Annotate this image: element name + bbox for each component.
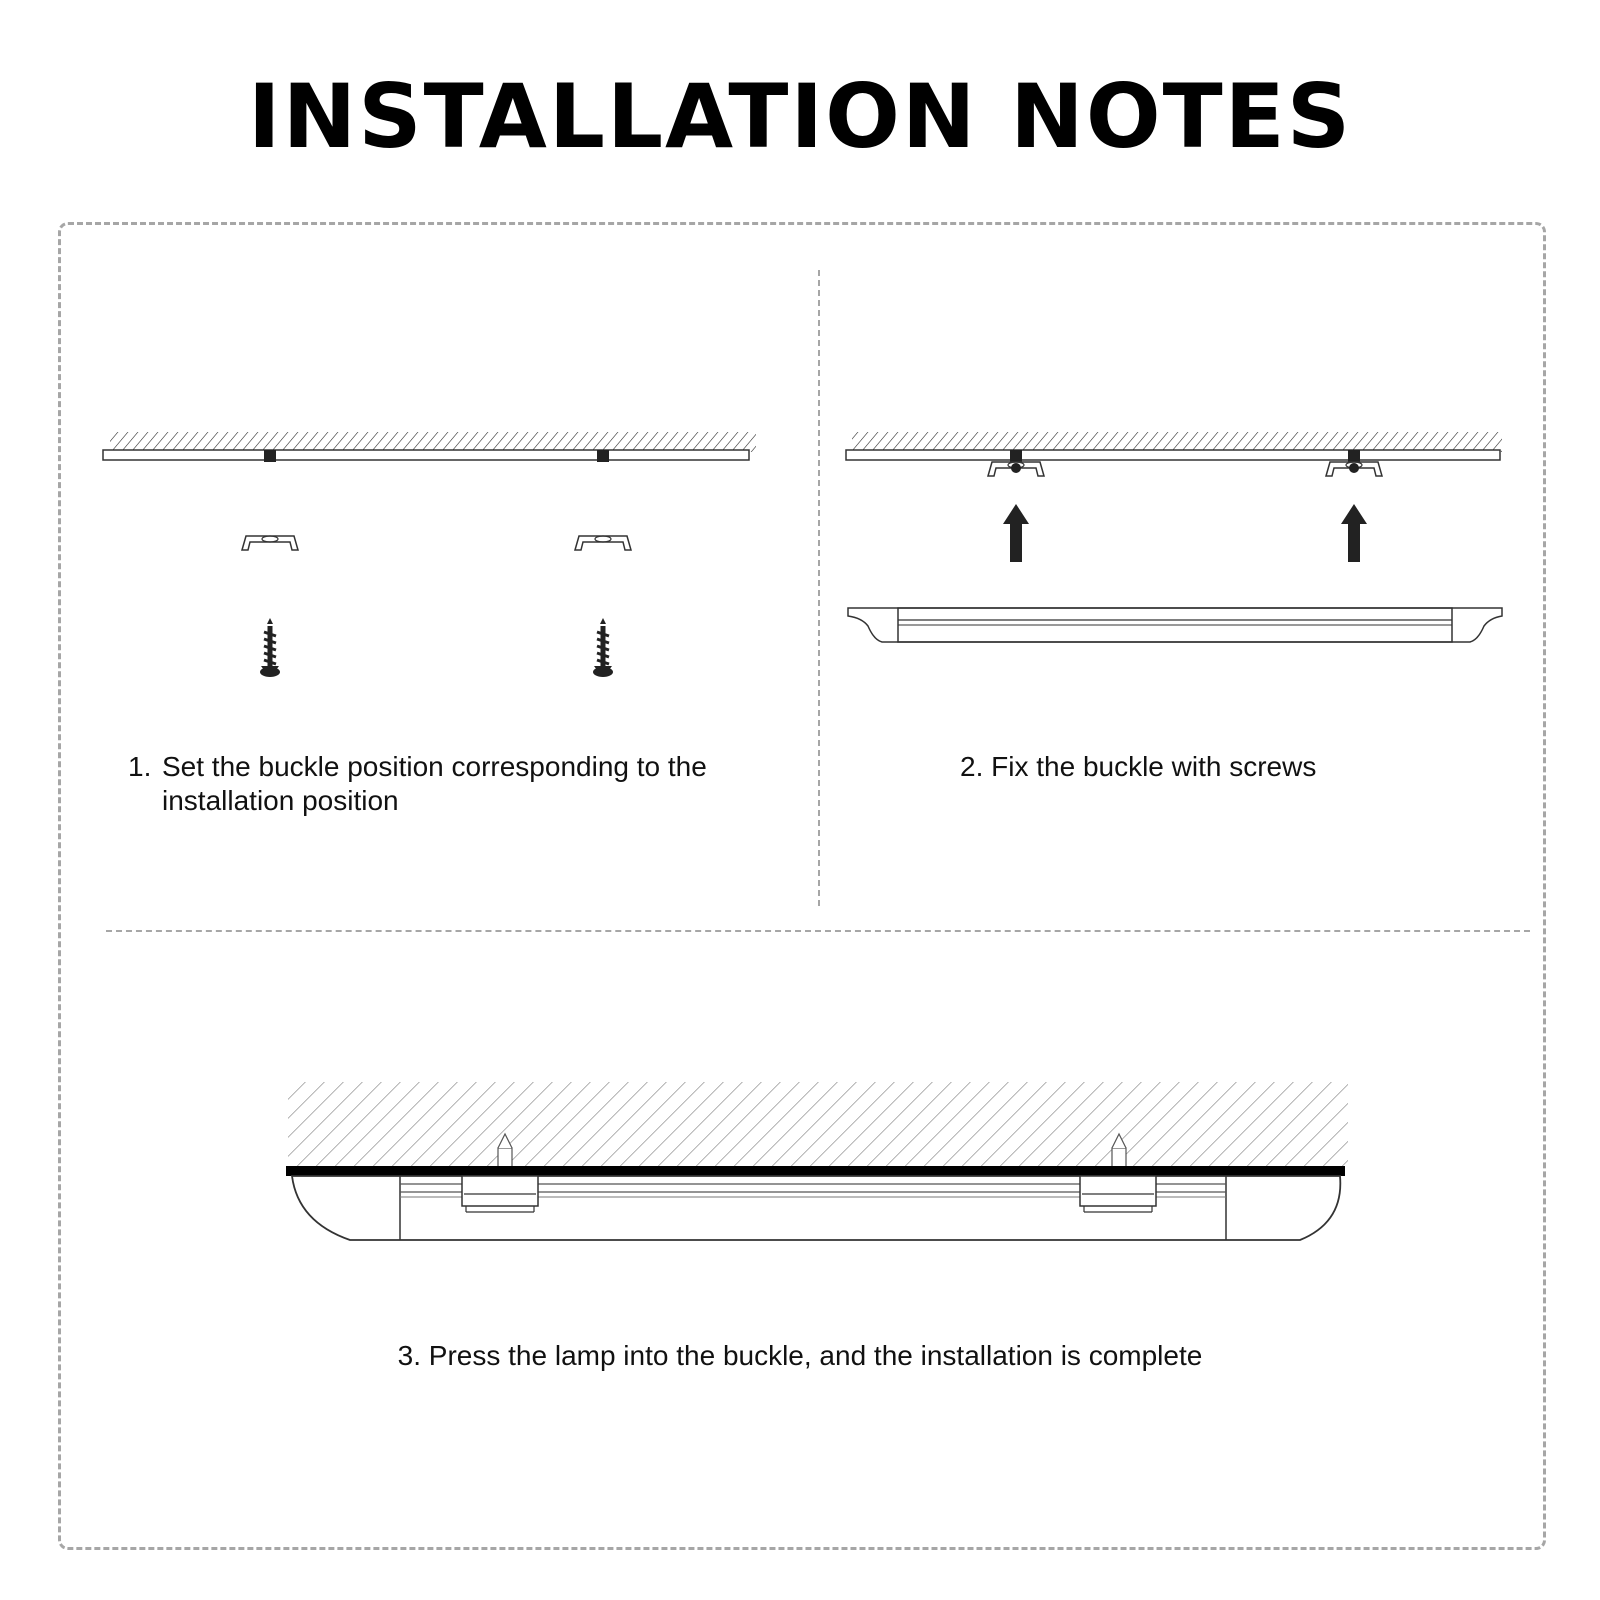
mount-point-left (1010, 450, 1022, 462)
buckle-right (1080, 1176, 1156, 1212)
step1-number: 1. (128, 751, 152, 782)
ceiling-board (103, 450, 749, 460)
step1-text-line1: Set the buckle position corresponding to the (162, 751, 707, 782)
buckle-left (242, 536, 298, 550)
step2-caption: 2. Fix the buckle with screws (960, 751, 1317, 782)
arrow-up-icon (1341, 504, 1367, 562)
ceiling-hatch (852, 432, 1502, 452)
screw-head-right (1349, 463, 1359, 473)
arrow-up-icon (1003, 504, 1029, 562)
step1-text-line2: installation position (162, 785, 399, 816)
screw-right (593, 618, 613, 677)
step3-illustration (286, 1082, 1348, 1240)
screw-left (260, 618, 280, 677)
mount-point-right (1348, 450, 1360, 462)
buckle-left (462, 1176, 538, 1212)
lamp-fixture (848, 608, 1502, 642)
buckle-right (575, 536, 631, 550)
ceiling-hatch (288, 1082, 1348, 1170)
mount-point-right (597, 450, 609, 462)
ceiling-hatch (110, 432, 756, 452)
ceiling-board (846, 450, 1500, 460)
step2-illustration (846, 432, 1502, 642)
step1-caption (128, 750, 778, 818)
lamp-fixture (292, 1176, 1340, 1240)
ceiling-board (286, 1166, 1345, 1176)
mount-point-left (264, 450, 276, 462)
page-title: INSTALLATION NOTES (247, 65, 1353, 168)
step1-illustration (103, 432, 756, 677)
screw-head-left (1011, 463, 1021, 473)
step3-caption: 3. Press the lamp into the buckle, and the installation is complete (397, 1340, 1203, 1371)
